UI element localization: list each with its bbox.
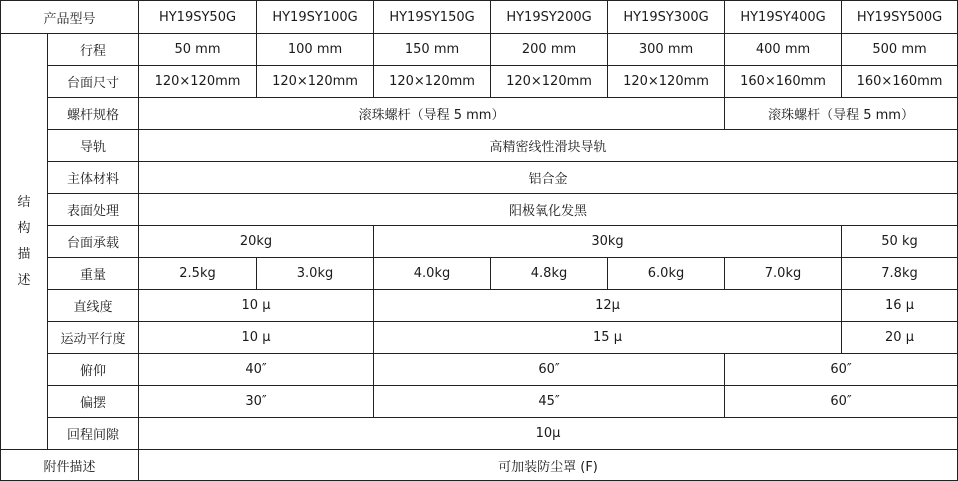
value-cell: 4.0kg xyxy=(374,258,491,290)
row-stroke xyxy=(1,34,958,66)
value-cell: 60″ xyxy=(725,386,958,418)
row-label: 运动平行度 xyxy=(48,322,139,354)
model-cell: HY19SY50G xyxy=(139,1,257,34)
group-char: 结 xyxy=(17,194,31,210)
value-cell: 45″ xyxy=(374,386,725,418)
row-label: 重量 xyxy=(48,258,139,290)
value-cell: 50 mm xyxy=(139,34,257,66)
value-cell: 铝合金 xyxy=(139,162,958,194)
row-weight xyxy=(1,258,958,290)
value-cell: 7.0kg xyxy=(725,258,842,290)
value-cell: 100 mm xyxy=(257,34,374,66)
model-cell: HY19SY300G xyxy=(608,1,725,34)
group-char: 述 xyxy=(17,272,31,288)
value-cell: 2.5kg xyxy=(139,258,257,290)
value-cell: 12μ xyxy=(374,290,842,322)
value-cell: 20kg xyxy=(139,226,374,258)
value-cell: 30″ xyxy=(139,386,374,418)
value-cell: 120×120mm xyxy=(374,66,491,98)
value-cell: 120×120mm xyxy=(608,66,725,98)
accessory-label: 附件描述 xyxy=(1,450,139,481)
value-cell: 高精密线性滑块导轨 xyxy=(139,130,958,162)
value-cell: 20 μ xyxy=(842,322,958,354)
row-label: 直线度 xyxy=(48,290,139,322)
value-cell: 400 mm xyxy=(725,34,842,66)
value-cell: 3.0kg xyxy=(257,258,374,290)
row-label: 偏摆 xyxy=(48,386,139,418)
row-label: 行程 xyxy=(48,34,139,66)
value-cell: 6.0kg xyxy=(608,258,725,290)
value-cell: 500 mm xyxy=(842,34,958,66)
row-yaw xyxy=(1,386,958,418)
value-cell: 50 kg xyxy=(842,226,958,258)
value-cell: 120×120mm xyxy=(139,66,257,98)
row-backlash xyxy=(1,418,958,450)
row-load xyxy=(1,226,958,258)
value-cell: 10μ xyxy=(139,418,958,450)
value-cell: 10 μ xyxy=(139,322,374,354)
model-cell: HY19SY400G xyxy=(725,1,842,34)
value-cell: 30kg xyxy=(374,226,842,258)
row-label: 表面处理 xyxy=(48,194,139,226)
row-accessory xyxy=(1,450,958,481)
row-table-size xyxy=(1,66,958,98)
header-row xyxy=(1,1,958,34)
value-cell: 120×120mm xyxy=(257,66,374,98)
group-char: 描 xyxy=(17,246,31,262)
value-cell: 60″ xyxy=(725,354,958,386)
value-cell: 120×120mm xyxy=(491,66,608,98)
value-cell: 滚珠螺杆（导程 5 mm） xyxy=(725,98,958,130)
value-cell: 10 μ xyxy=(139,290,374,322)
value-cell: 4.8kg xyxy=(491,258,608,290)
row-label: 台面尺寸 xyxy=(48,66,139,98)
row-material xyxy=(1,162,958,194)
row-pitch xyxy=(1,354,958,386)
structure-group-label xyxy=(1,34,48,450)
model-cell: HY19SY500G xyxy=(842,1,958,34)
value-cell: 150 mm xyxy=(374,34,491,66)
row-rail xyxy=(1,130,958,162)
value-cell: 300 mm xyxy=(608,34,725,66)
value-cell: 15 μ xyxy=(374,322,842,354)
value-cell: 7.8kg xyxy=(842,258,958,290)
group-char: 构 xyxy=(17,220,31,236)
row-label: 台面承载 xyxy=(48,226,139,258)
row-label: 导轨 xyxy=(48,130,139,162)
row-label: 螺杆规格 xyxy=(48,98,139,130)
value-cell: 16 μ xyxy=(842,290,958,322)
value-cell: 滚珠螺杆（导程 5 mm） xyxy=(139,98,725,130)
model-cell: HY19SY100G xyxy=(257,1,374,34)
row-label: 回程间隙 xyxy=(48,418,139,450)
value-cell: 阳极氧化发黑 xyxy=(139,194,958,226)
row-screw xyxy=(1,98,958,130)
accessory-value: 可加装防尘罩 (F) xyxy=(139,450,958,481)
value-cell: 200 mm xyxy=(491,34,608,66)
row-label: 俯仰 xyxy=(48,354,139,386)
row-surface xyxy=(1,194,958,226)
model-cell: HY19SY200G xyxy=(491,1,608,34)
row-parallelism xyxy=(1,322,958,354)
value-cell: 60″ xyxy=(374,354,725,386)
row-straightness xyxy=(1,290,958,322)
value-cell: 160×160mm xyxy=(725,66,842,98)
row-label: 主体材料 xyxy=(48,162,139,194)
model-cell: HY19SY150G xyxy=(374,1,491,34)
value-cell: 40″ xyxy=(139,354,374,386)
header-label: 产品型号 xyxy=(1,1,139,34)
value-cell: 160×160mm xyxy=(842,66,958,98)
